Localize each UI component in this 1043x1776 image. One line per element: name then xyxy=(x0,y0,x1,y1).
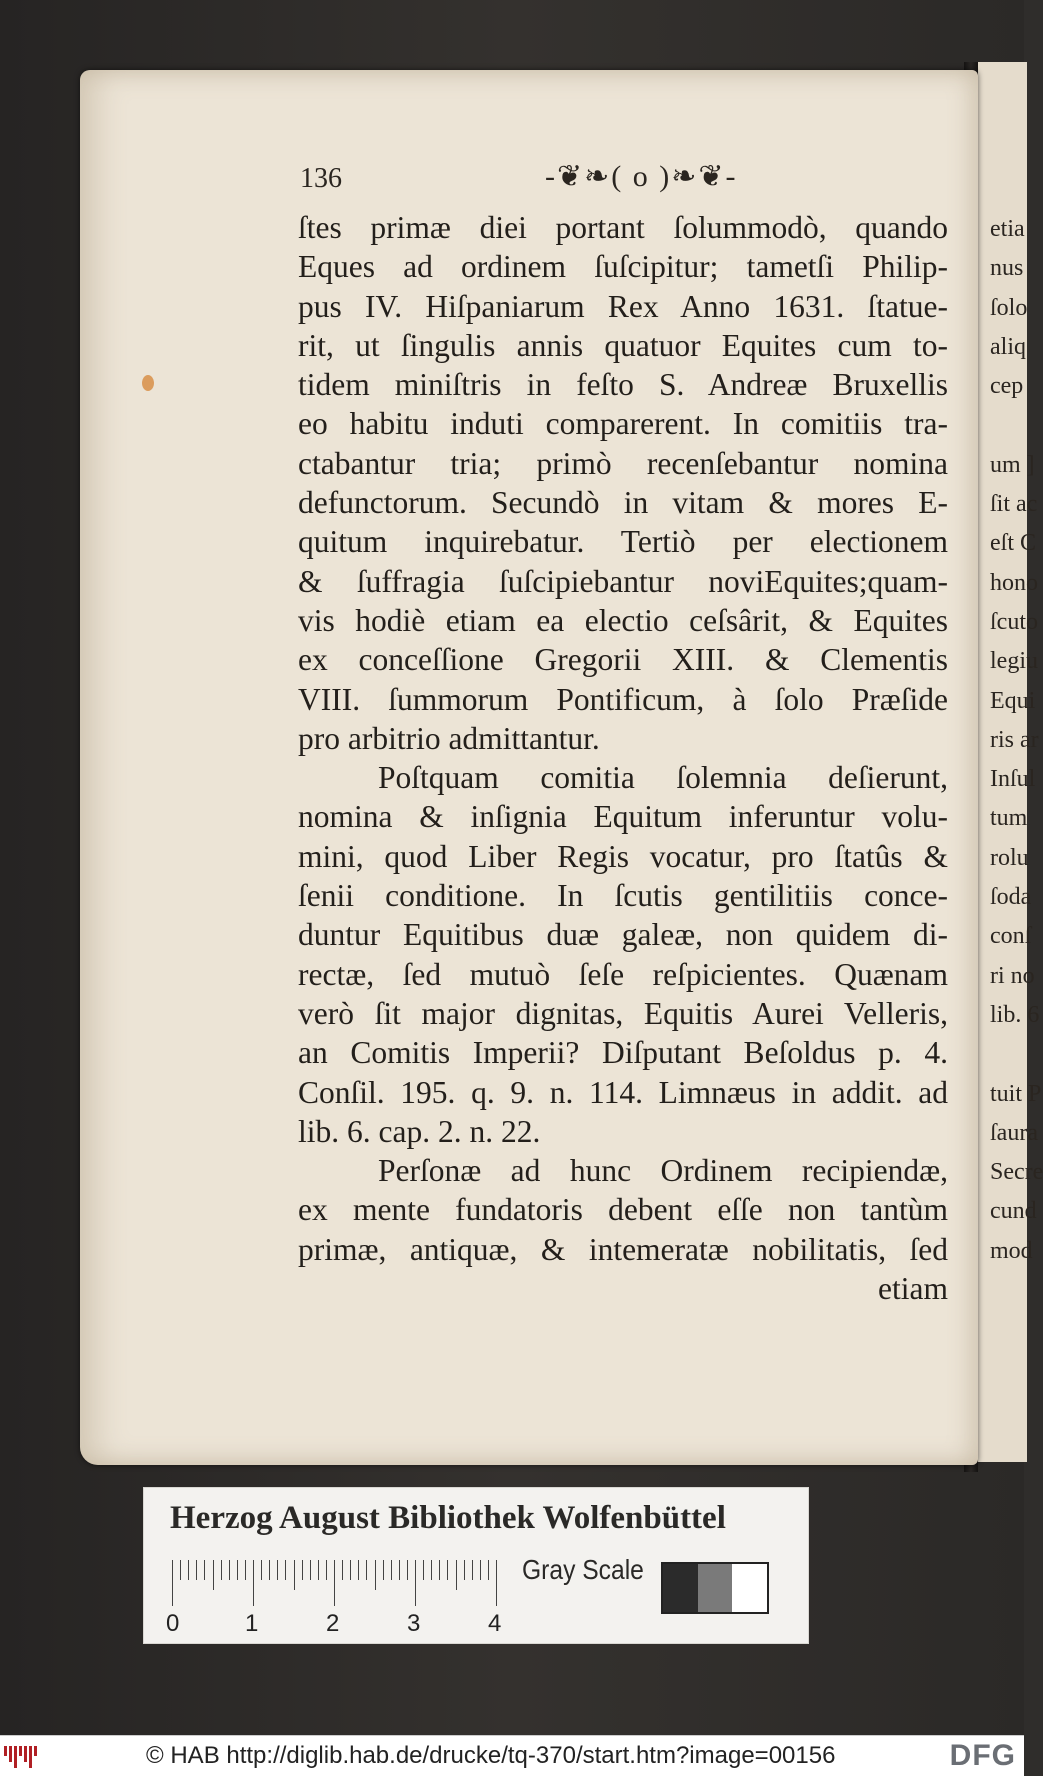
text-line: verò ſit major dignitas, Equitis Aurei Velleris, xyxy=(298,995,948,1031)
ruler-tick xyxy=(277,1560,278,1580)
fragment xyxy=(990,1035,1024,1074)
ruler-tick xyxy=(326,1560,327,1580)
page-header xyxy=(300,160,950,207)
ruler-tick xyxy=(375,1560,376,1590)
ruler-label: 1 xyxy=(245,1610,259,1637)
hab-logo-icon xyxy=(4,1742,46,1770)
fragment: ſolo xyxy=(990,294,1028,321)
ruler-label: 3 xyxy=(407,1610,421,1637)
ruler-tick xyxy=(350,1560,351,1580)
fragment: um ] xyxy=(990,451,1035,478)
logo-bar xyxy=(14,1746,17,1768)
catchword: etiam xyxy=(878,1271,948,1307)
ruler-tick xyxy=(358,1560,359,1580)
ruler-tick xyxy=(366,1560,367,1580)
text-line: duntur Equitibus duæ galeæ, non quidem di- xyxy=(298,917,948,953)
fragment: ris ar xyxy=(990,726,1039,753)
page-text xyxy=(298,208,948,1308)
ruler-tick xyxy=(294,1560,295,1590)
ruler-tick xyxy=(318,1560,319,1580)
dfg-logo: DFG xyxy=(949,1739,1016,1772)
fragment: ſoda xyxy=(990,884,1032,911)
text-line: rectæ, ſed mutuò ſeſe reſpicientes. Quænam xyxy=(298,956,948,992)
text-line: ſtes primæ diei portant ſolummodò, quando xyxy=(298,210,948,245)
ruler-tick xyxy=(480,1560,481,1580)
ruler-tick xyxy=(261,1560,262,1580)
measurement-ruler xyxy=(172,1560,502,1606)
text-line: primæ, antiquæ, & intemeratæ nobilitatis, ſed xyxy=(298,1231,948,1267)
text-line: mini, quod Liber Regis vocatur, pro ſtatûs & xyxy=(298,838,948,874)
fragment: tum xyxy=(990,805,1028,832)
fragment: Secre xyxy=(990,1159,1043,1186)
fragment: cep xyxy=(990,373,1024,400)
ruler-tick xyxy=(464,1560,465,1580)
ruler-label: 2 xyxy=(326,1610,340,1637)
text-line: pus IV. Hiſpaniarum Rex Anno 1631. ſtatue- xyxy=(298,288,948,324)
text-line: an Comitis Imperii? Diſputant Beſoldus p. 4. xyxy=(298,1035,948,1071)
ruler-tick xyxy=(496,1560,497,1606)
ruler-tick xyxy=(310,1560,311,1580)
ruler-tick xyxy=(415,1560,416,1606)
header-ornament: -❦❧( o )❧❦- xyxy=(545,160,738,193)
fragment: nus xyxy=(990,255,1024,282)
ruler-tick xyxy=(253,1560,254,1606)
ruler-tick xyxy=(196,1560,197,1580)
fragment: Equi xyxy=(990,687,1036,714)
text-line: rit, ut ſingulis annis quatuor Equites cum to- xyxy=(298,327,948,363)
text-line: & ſuffragia ſuſcipiebantur noviEquites;quam- xyxy=(298,563,948,599)
ruler-tick xyxy=(407,1560,408,1580)
gray-swatch xyxy=(732,1564,767,1612)
text-line: Perſonæ ad hunc Ordinem recipiendæ, xyxy=(378,1153,948,1189)
logo-bar xyxy=(4,1746,7,1756)
text-line: ctabantur tria; primò recenſebantur nomina xyxy=(298,445,948,481)
gray-swatch xyxy=(698,1564,733,1612)
ruler-tick xyxy=(431,1560,432,1580)
ruler-tick xyxy=(439,1560,440,1580)
ruler-tick xyxy=(229,1560,230,1580)
ruler-tick xyxy=(302,1560,303,1580)
gray-scale-label: Gray Scale xyxy=(522,1554,644,1585)
fragment: hono xyxy=(990,569,1038,596)
facing-page-text xyxy=(990,210,1043,1271)
footer-bar xyxy=(0,1735,1024,1776)
fragment: ri no xyxy=(990,962,1035,989)
ruler-tick xyxy=(269,1560,270,1580)
ruler-tick xyxy=(456,1560,457,1590)
logo-bar xyxy=(29,1746,32,1768)
ruler-tick xyxy=(399,1560,400,1580)
text-line: ex mente fundatoris debent eſſe non tantùm xyxy=(298,1192,948,1228)
logo-bar xyxy=(34,1746,37,1756)
ruler-tick xyxy=(342,1560,343,1580)
ruler-tick xyxy=(204,1560,205,1580)
fragment: tuit P xyxy=(990,1080,1042,1107)
ruler-tick xyxy=(334,1560,335,1606)
fragment: conſ xyxy=(990,923,1032,950)
fragment: legiu xyxy=(990,648,1038,675)
fragment xyxy=(990,406,1024,445)
text-line: Conſil. 195. q. 9. n. 114. Limnæus in addit. ad xyxy=(298,1074,948,1110)
ruler-tick xyxy=(172,1560,173,1606)
ruler-tick xyxy=(213,1560,214,1590)
text-line: vis hodiè etiam ea electio ceſsârit, & Equites xyxy=(298,602,948,638)
ruler-label: 4 xyxy=(488,1610,502,1637)
fragment: ſaura xyxy=(990,1119,1038,1146)
text-line: quitum inquirebatur. Tertiò per electionem xyxy=(298,524,948,560)
fragment: etia xyxy=(990,216,1025,242)
ruler-label: 0 xyxy=(166,1610,180,1637)
text-line: defunctorum. Secundò in vitam & mores E- xyxy=(298,485,948,521)
page-number: 136 xyxy=(300,163,342,194)
ruler-tick xyxy=(383,1560,384,1580)
ruler-tick xyxy=(447,1560,448,1580)
text-line: ſenii conditione. In ſcutis gentilitiis conce- xyxy=(298,878,948,914)
ruler-tick xyxy=(188,1560,189,1580)
text-line: VIII. ſummorum Pontificum, à ſolo Præſide xyxy=(298,681,948,717)
logo-bar xyxy=(19,1746,22,1756)
gray-scale-swatch xyxy=(661,1562,769,1614)
fragment: Inſul xyxy=(990,766,1036,793)
ruler-tick xyxy=(472,1560,473,1580)
text-line: tidem miniſtris in feſto S. Andreæ Bruxellis xyxy=(298,367,948,403)
ruler-tick xyxy=(237,1560,238,1580)
fragment: cund xyxy=(990,1198,1037,1225)
ruler-tick xyxy=(285,1560,286,1580)
fragment: lib. 6 xyxy=(990,1001,1040,1028)
text-line: eo habitu induti comparerent. In comitiis tra- xyxy=(298,406,948,442)
fragment: aliq xyxy=(990,333,1026,360)
text-line: Eques ad ordinem ſuſcipitur; tametſi Philip- xyxy=(298,249,948,285)
ruler-tick xyxy=(488,1560,489,1580)
fragment: ſit ac xyxy=(990,491,1038,518)
gray-swatch xyxy=(663,1564,698,1612)
ruler-tick xyxy=(221,1560,222,1580)
logo-bar xyxy=(9,1746,12,1762)
logo-bar xyxy=(24,1746,27,1762)
copyright-url[interactable]: © HAB http://diglib.hab.de/drucke/tq-370/start.htm?image=00156 xyxy=(146,1742,836,1769)
ruler-tick xyxy=(245,1560,246,1580)
ruler-tick xyxy=(391,1560,392,1580)
color-reference-card xyxy=(143,1487,809,1644)
page-stain xyxy=(142,375,154,391)
fragment: eſt C xyxy=(990,530,1036,557)
library-title: Herzog August Bibliothek Wolfenbüttel xyxy=(170,1500,726,1536)
text-line: nomina & inſignia Equitum inferuntur volu- xyxy=(298,799,948,835)
ruler-tick xyxy=(180,1560,181,1580)
text-line: Poſtquam comitia ſolemnia deſierunt, xyxy=(378,760,948,796)
fragment: rolu xyxy=(990,844,1029,871)
fragment: mod xyxy=(990,1237,1033,1264)
text-line: ex conceſſione Gregorii XIII. & Clementis xyxy=(298,642,948,678)
ruler-tick xyxy=(423,1560,424,1580)
text-line: lib. 6. cap. 2. n. 22. xyxy=(298,1113,541,1149)
fragment: ſcuto xyxy=(990,608,1038,635)
text-line: pro arbitrio admittantur. xyxy=(298,720,600,756)
